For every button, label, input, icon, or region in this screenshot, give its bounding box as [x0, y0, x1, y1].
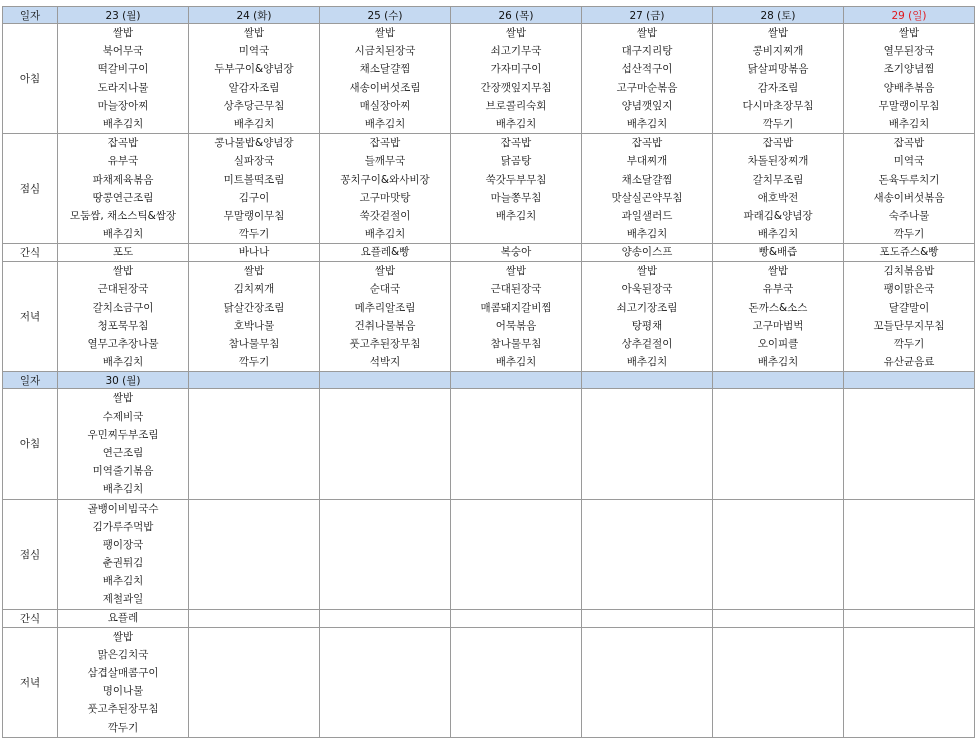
menu-item: 김치찌개: [233, 283, 275, 296]
snack-item: 바나나: [238, 246, 270, 259]
menu-item: 깍두기: [893, 338, 925, 350]
snack-item: 빵&배즙: [758, 246, 798, 259]
menu-item: 유부국: [762, 283, 794, 296]
dinner-cell: [451, 262, 582, 372]
day-header: 27 (금): [582, 7, 713, 24]
menu-item: 채소달걀찜: [359, 63, 411, 76]
menu-item: 배추김치: [626, 117, 668, 130]
empty-cell: [713, 499, 844, 609]
menu-item: 풋고추된장무침: [87, 703, 159, 716]
menu-item: 미역국: [238, 45, 270, 58]
menu-item: 채소달걀찜: [621, 173, 673, 186]
menu-item: 고구마순볶음: [616, 81, 678, 94]
menu-item: 깍두기: [238, 228, 270, 241]
menu-item: 양념깻잎지: [621, 99, 673, 112]
menu-item: 조기양념찜: [883, 63, 935, 76]
menu-item: 숙주나물: [888, 209, 930, 222]
empty-cell: [713, 627, 844, 737]
snack-item: 요플레: [107, 611, 139, 624]
menu-item: 미트볼떡조림: [223, 173, 285, 186]
menu-item: 배추김치: [364, 228, 406, 241]
menu-item: 근대된장국: [490, 283, 542, 296]
menu-item: 양배추볶음: [883, 81, 935, 94]
snack-row: [3, 609, 975, 627]
menu-item: 쇠고기장조림: [616, 301, 678, 314]
menu-item: 삼겹살매콤구이: [87, 667, 159, 679]
lunch-cell: [189, 134, 320, 244]
menu-item: 꼬들단무지무침: [873, 319, 945, 332]
dinner-cell: [582, 262, 713, 372]
meal-menu-table: [2, 6, 975, 738]
breakfast-row: [3, 389, 975, 499]
snack-item: 요플레&빵: [360, 246, 410, 259]
menu-item: 닭살피망볶음: [747, 63, 809, 76]
menu-item: 쑥갓겉절이: [359, 209, 411, 222]
menu-item: 쌀밥: [374, 27, 396, 39]
menu-item: 배추김치: [102, 228, 144, 241]
menu-item: 배추김치: [495, 209, 537, 222]
meal-menu-body: [3, 7, 975, 738]
menu-item: 배추김치: [495, 117, 537, 130]
day-header: 26 (목): [451, 7, 582, 24]
menu-item: 다시마초장무침: [742, 99, 814, 112]
empty-cell: [320, 609, 451, 627]
menu-item: 쌀밥: [112, 392, 134, 405]
breakfast-cell: [58, 24, 189, 134]
menu-item: 배추김치: [626, 356, 668, 369]
menu-item: 차돌된장찌개: [747, 155, 809, 168]
menu-item: 배추김치: [102, 117, 144, 130]
snack-label: 간식: [3, 244, 58, 262]
snack-cell: [844, 244, 975, 262]
breakfast-cell: [320, 24, 451, 134]
breakfast-cell: [451, 24, 582, 134]
menu-item: 풋고추된장무침: [349, 338, 421, 350]
menu-item: 쌀밥: [898, 27, 920, 39]
lunch-label: 점심: [3, 134, 58, 244]
date-label: 일자: [3, 372, 58, 389]
empty-cell: [320, 627, 451, 737]
lunch-label: 점심: [3, 499, 58, 609]
menu-item: 깍두기: [762, 117, 794, 130]
menu-item: 북어무국: [102, 45, 144, 58]
menu-item: 열무된장국: [883, 45, 935, 58]
menu-item: 쌀밥: [112, 265, 134, 278]
lunch-cell: [58, 499, 189, 609]
menu-item: 김가루주먹밥: [92, 520, 154, 533]
empty-cell: [451, 627, 582, 737]
empty-cell: [189, 627, 320, 737]
snack-item: 포도: [112, 246, 134, 259]
menu-item-blank: [451, 225, 581, 243]
menu-item: 두부구이&양념장: [214, 63, 294, 76]
snack-item: 양송이스프: [621, 246, 673, 259]
day-header: 24 (화): [189, 7, 320, 24]
empty-cell: [582, 627, 713, 737]
menu-item: 춘권튀김: [102, 557, 144, 570]
menu-item: 쌀밥: [112, 630, 134, 643]
menu-item: 미역국: [893, 155, 925, 168]
dinner-row: [3, 627, 975, 737]
menu-item: 상추당근무침: [223, 99, 285, 112]
empty-cell: [582, 609, 713, 627]
menu-item: 쌀밥: [636, 27, 658, 39]
lunch-cell: [320, 134, 451, 244]
menu-item: 오이피클: [757, 338, 799, 350]
dinner-label: 저녁: [3, 262, 58, 372]
menu-item: 명이나물: [102, 685, 144, 698]
snack-cell: [713, 244, 844, 262]
menu-item: 알감자조림: [228, 81, 280, 94]
menu-item: 배추김치: [102, 483, 144, 496]
menu-item: 우민찌두부조림: [87, 428, 159, 441]
menu-item: 수제비국: [102, 410, 144, 423]
dinner-cell: [713, 262, 844, 372]
snack-cell: [58, 609, 189, 627]
menu-item: 김치볶음밥: [883, 265, 935, 278]
menu-item: 쌀밥: [243, 265, 265, 278]
empty-day-header: [320, 372, 451, 389]
empty-cell: [844, 609, 975, 627]
menu-item: 배추김치: [102, 575, 144, 588]
header-row: [3, 7, 975, 24]
menu-item: 배추김치: [626, 228, 668, 241]
snack-cell: [582, 244, 713, 262]
menu-item: 배추김치: [233, 117, 275, 130]
menu-item: 돈까스&소스: [748, 301, 808, 314]
empty-cell: [320, 499, 451, 609]
snack-cell: [451, 244, 582, 262]
menu-item: 닭살간장조림: [223, 301, 285, 314]
lunch-cell: [451, 134, 582, 244]
menu-item: 깍두기: [238, 356, 270, 369]
menu-item: 순대국: [369, 283, 401, 296]
menu-item: 탕평채: [631, 319, 663, 332]
menu-item: 김구이: [238, 191, 270, 204]
breakfast-cell: [582, 24, 713, 134]
menu-item: 부대찌개: [626, 155, 668, 168]
empty-cell: [320, 389, 451, 499]
menu-item: 갈치소금구이: [92, 301, 154, 314]
menu-item: 맑은김치국: [97, 648, 149, 661]
empty-cell: [844, 499, 975, 609]
day-header: 28 (토): [713, 7, 844, 24]
menu-item: 잡곡밥: [762, 137, 794, 150]
menu-item: 배추김치: [364, 117, 406, 130]
empty-cell: [582, 499, 713, 609]
menu-item: 제철과일: [102, 593, 144, 606]
day-header: 23 (월): [58, 7, 189, 24]
menu-item: 잡곡밥: [369, 137, 401, 150]
menu-item: 가자미구이: [490, 63, 542, 76]
breakfast-label: 아침: [3, 24, 58, 134]
empty-cell: [582, 389, 713, 499]
empty-day-header: [844, 372, 975, 389]
lunch-cell: [713, 134, 844, 244]
empty-day-header: [451, 372, 582, 389]
empty-cell: [451, 499, 582, 609]
snack-label: 간식: [3, 609, 58, 627]
menu-item: 마늘쫑무침: [490, 191, 542, 204]
empty-cell: [844, 389, 975, 499]
menu-item: 무말랭이무침: [223, 209, 285, 222]
menu-item: 팽이맑은국: [883, 283, 935, 296]
menu-item: 배추김치: [757, 228, 799, 241]
menu-item: 달걀말이: [888, 301, 930, 314]
menu-item: 쌀밥: [505, 27, 527, 39]
menu-item: 과일샐러드: [621, 209, 673, 222]
menu-item: 팽이장국: [102, 538, 144, 551]
menu-item: 골뱅이비빔국수: [87, 502, 159, 515]
menu-item: 애호박전: [757, 191, 799, 204]
menu-item: 메추리알조림: [354, 301, 416, 314]
day-header: 29 (일): [844, 7, 975, 24]
empty-cell: [451, 389, 582, 499]
menu-item: 유부국: [107, 155, 139, 168]
empty-day-header: [582, 372, 713, 389]
menu-item: 들깨무국: [364, 155, 406, 168]
menu-item: 석박지: [369, 356, 401, 369]
snack-cell: [320, 244, 451, 262]
menu-item: 브로콜리숙회: [485, 99, 547, 112]
menu-item: 잡곡밥: [893, 137, 925, 150]
menu-item: 쑥갓두부무침: [485, 173, 547, 186]
menu-item: 닭곰탕: [500, 155, 532, 168]
breakfast-label: 아침: [3, 389, 58, 499]
dinner-cell: [844, 262, 975, 372]
dinner-cell: [189, 262, 320, 372]
lunch-row: [3, 499, 975, 609]
dinner-cell: [320, 262, 451, 372]
snack-item: 복숭아: [500, 246, 532, 259]
menu-item: 근대된장국: [97, 283, 149, 296]
menu-item: 땅콩연근조림: [92, 191, 154, 204]
menu-item: 쌀밥: [374, 265, 396, 278]
menu-item: 꽁치구이&와사비장: [340, 173, 430, 186]
breakfast-cell: [713, 24, 844, 134]
menu-item: 쌀밥: [243, 27, 265, 39]
empty-cell: [189, 609, 320, 627]
menu-item: 참나물무침: [490, 338, 542, 350]
menu-item: 고구마맛탕: [359, 191, 411, 204]
snack-item: 포도쥬스&빵: [879, 246, 939, 259]
dinner-label: 저녁: [3, 627, 58, 737]
menu-item: 떡갈비구이: [97, 63, 149, 76]
day-header: 30 (월): [58, 372, 189, 389]
lunch-cell: [844, 134, 975, 244]
menu-item: 콩비지찌개: [752, 45, 804, 58]
snack-cell: [189, 244, 320, 262]
menu-item: 모둠쌈, 채소스틱&쌈장: [69, 209, 177, 222]
menu-item: 맛살실곤약무침: [611, 191, 683, 204]
menu-item: 매콤돼지갈비찜: [480, 301, 552, 314]
breakfast-cell: [844, 24, 975, 134]
snack-cell: [58, 244, 189, 262]
menu-item: 연근조림: [102, 446, 144, 459]
breakfast-row: [3, 24, 975, 134]
menu-item: 잡곡밥: [631, 137, 663, 150]
menu-item: 파래김&양념장: [743, 209, 813, 222]
dinner-cell: [58, 262, 189, 372]
menu-item: 배추김치: [757, 356, 799, 369]
lunch-cell: [582, 134, 713, 244]
menu-item: 열무고추장나물: [87, 338, 159, 350]
menu-item: 쌀밥: [505, 265, 527, 278]
menu-item: 건취나물볶음: [354, 319, 416, 332]
empty-day-header: [713, 372, 844, 389]
menu-item: 매실장아찌: [359, 99, 411, 112]
menu-item: 배추김치: [888, 117, 930, 130]
menu-item: 콩나물밥&양념장: [214, 137, 294, 150]
menu-item: 잡곡밥: [107, 137, 139, 150]
menu-item: 새송이버섯볶음: [873, 191, 945, 204]
menu-item: 도라지나물: [97, 81, 149, 94]
lunch-row: [3, 134, 975, 244]
menu-item: 아욱된장국: [621, 283, 673, 296]
empty-day-header: [189, 372, 320, 389]
menu-item: 쌀밥: [112, 27, 134, 39]
empty-cell: [451, 609, 582, 627]
menu-item: 대구지리탕: [621, 45, 673, 58]
menu-item: 실파장국: [233, 155, 275, 168]
empty-cell: [189, 389, 320, 499]
menu-item: 깍두기: [893, 228, 925, 241]
menu-item: 섭산적구이: [621, 63, 673, 76]
menu-item: 시금치된장국: [354, 45, 416, 58]
menu-item: 상추겉절이: [621, 338, 673, 350]
breakfast-cell: [58, 389, 189, 499]
menu-item: 유산균음료: [883, 356, 935, 369]
snack-row: [3, 244, 975, 262]
menu-item: 새송이버섯조림: [349, 81, 421, 94]
menu-item: 갈치무조림: [752, 173, 804, 186]
menu-item: 파채제육볶음: [92, 173, 154, 186]
menu-item: 쇠고기무국: [490, 45, 542, 58]
menu-item: 무말랭이무침: [878, 99, 940, 112]
breakfast-cell: [189, 24, 320, 134]
menu-item: 배추김치: [102, 356, 144, 369]
menu-item: 어묵볶음: [495, 319, 537, 332]
menu-item: 쌀밥: [767, 27, 789, 39]
menu-item: 미역줄기볶음: [92, 465, 154, 478]
menu-item: 마늘장아찌: [97, 99, 149, 112]
menu-item: 깍두기: [107, 721, 139, 734]
empty-cell: [844, 627, 975, 737]
menu-item: 감자조림: [757, 81, 799, 94]
menu-item: 돈육두루치기: [878, 173, 940, 186]
menu-item: 쌀밥: [767, 265, 789, 278]
menu-item: 간장깻잎지무침: [480, 81, 552, 94]
dinner-cell: [58, 627, 189, 737]
empty-cell: [713, 389, 844, 499]
menu-item: 쌀밥: [636, 265, 658, 278]
empty-cell: [189, 499, 320, 609]
menu-item: 잡곡밥: [500, 137, 532, 150]
header-row: [3, 372, 975, 389]
day-header: 25 (수): [320, 7, 451, 24]
lunch-cell: [58, 134, 189, 244]
menu-item: 청포묵무침: [97, 319, 149, 332]
empty-cell: [713, 609, 844, 627]
menu-item: 배추김치: [495, 356, 537, 369]
date-label: 일자: [3, 7, 58, 24]
menu-item: 고구마범벅: [752, 319, 804, 332]
menu-item: 참나물무침: [228, 338, 280, 350]
menu-item: 호박나물: [233, 319, 275, 332]
dinner-row: [3, 262, 975, 372]
